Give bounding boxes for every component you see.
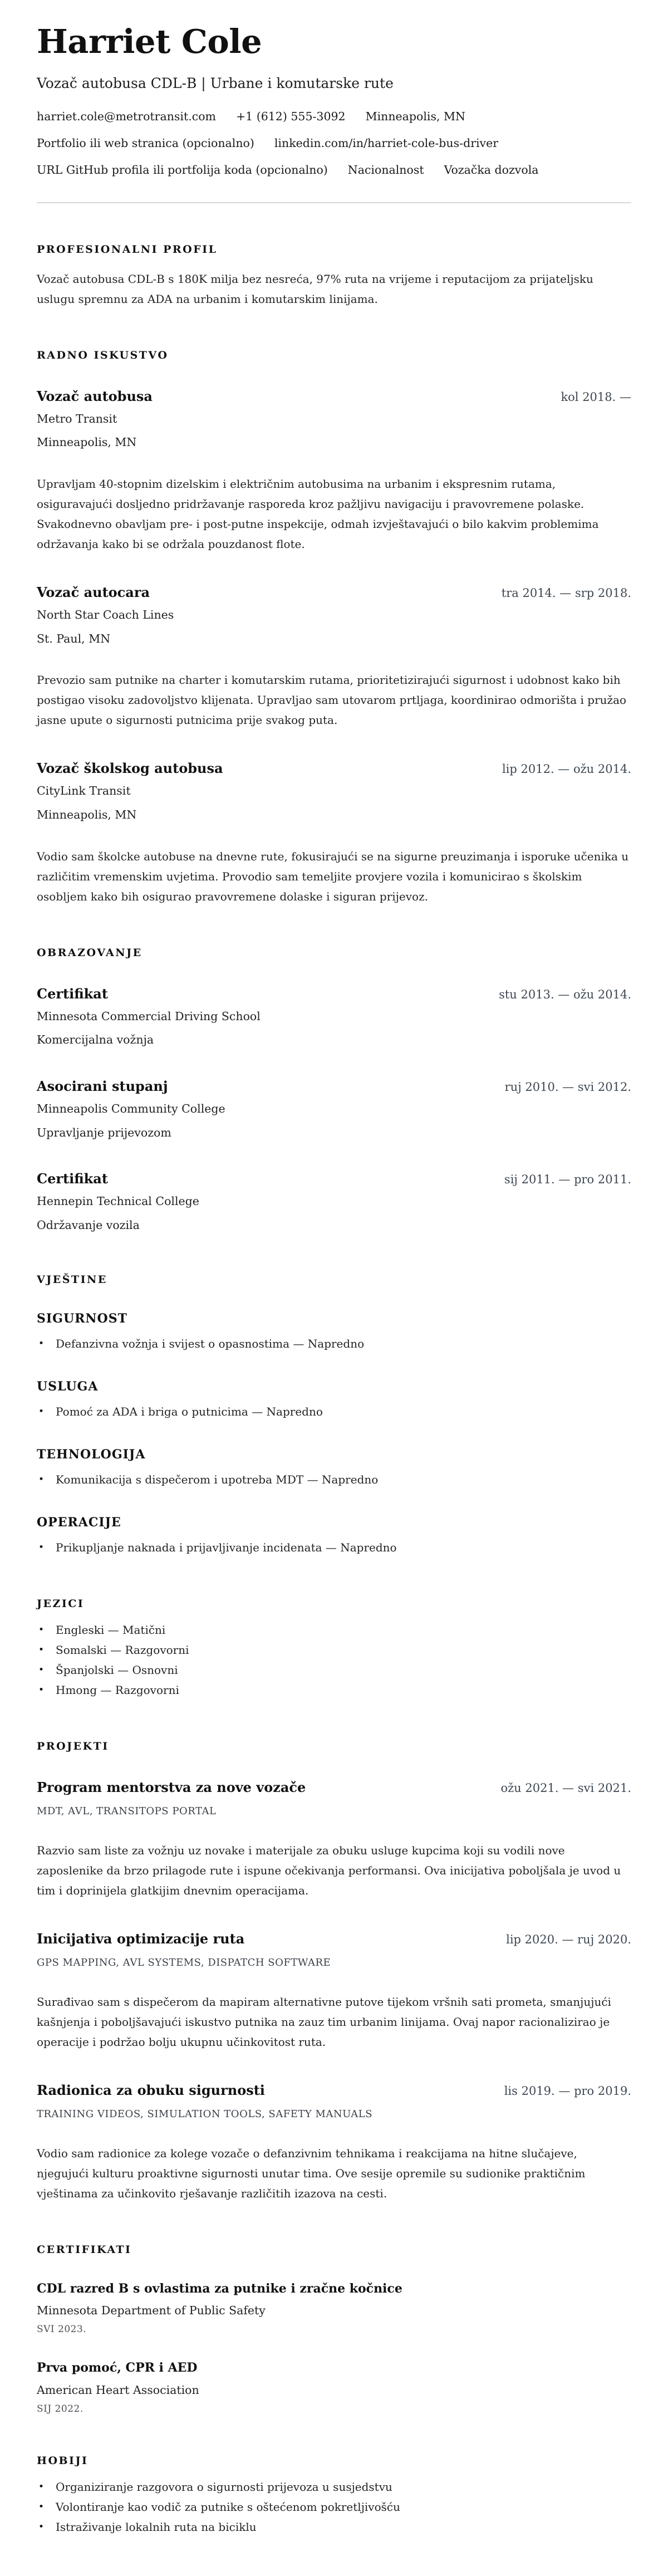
section-heading-skills: VJEŠTINE <box>37 1273 107 1286</box>
job-company: Metro Transit <box>37 412 117 425</box>
project-description: Razvio sam liste za vožnju uz novake i materijale za obuku usluge kupcima koji su vodili nove zaposlenike da brzo prilagode rute i ispune očekivanja performansi. Ova inicijativa poboljšala je uvod u tim i doprinijela glatkijim dnevnim operacijama. <box>37 1843 621 1897</box>
contact-portfolio-label: Portfolio ili web stranica (opcionalno) <box>37 136 254 150</box>
project-item <box>37 2082 631 2203</box>
section-hobbies <box>37 2455 631 2537</box>
entry-head <box>37 388 631 405</box>
job-dates: tra 2014. — srp 2018. <box>501 586 631 600</box>
project-dates: lip 2020. — ruj 2020. <box>506 1932 631 1946</box>
project-tools: MDT, AVL, TRANSITOPS PORTAL <box>37 1805 217 1817</box>
contact-nationality-label: Nacionalnost <box>347 163 424 177</box>
education-item <box>37 1078 631 1140</box>
section-certifications <box>37 2244 631 2415</box>
education-field: Upravljanje prijevozom <box>37 1125 171 1139</box>
education-dates: ruj 2010. — svi 2012. <box>504 1080 631 1094</box>
entry-head <box>37 1171 631 1187</box>
certification-title: CDL razred B s ovlastima za putnike i zračne kočnice <box>37 2281 402 2296</box>
job-dates: lip 2012. — ožu 2014. <box>502 762 631 776</box>
job-title: Vozač autocara <box>37 584 150 600</box>
hobby-item: • Istraživanje lokalnih ruta na biciklu <box>37 2517 631 2537</box>
project-item <box>37 1779 631 1901</box>
certification-title: Prva pomoć, CPR i AED <box>37 2360 198 2376</box>
skill-category: OPERACIJE <box>37 1515 121 1530</box>
section-education <box>37 947 631 1233</box>
section-skills <box>37 1274 631 1558</box>
section-profile <box>37 243 631 309</box>
job-description: Prevozio sam putnike na charter i komutarskim rutama, prioritetizirajući sigurnost i udobnost kako bih postigao visoku zadovoljstvo klijenata. Upravljao sam utovarom prtljaga, koordinirao odmorišta i pružao jasne upute o sigurnosti putnicima prije svakog puta. <box>37 673 627 727</box>
contact-phone: +1 (612) 555-3092 <box>235 109 346 123</box>
project-item <box>37 1931 631 2052</box>
contact-row <box>37 130 631 156</box>
certification-date: SVI 2023. <box>37 2324 87 2335</box>
section-languages <box>37 1598 631 1700</box>
job-description: Upravljam 40-stopnim dizelskim i električnim autobusima na urbanim i ekspresnim rutama, osiguravajući dosljedno pridržavanje rasporeda kroz pažljivu navigaciju i pravovremene polaske. Svakodnevno obavljam pre- i post-putne inspekcije, odmah izvještavajući o bilo kakvim problemima održavanja kako bi se održala pouzdanost flote. <box>37 477 599 551</box>
section-heading-hobbies: HOBIJI <box>37 2454 89 2467</box>
contact-row <box>37 103 631 130</box>
education-school: Hennepin Technical College <box>37 1194 199 1208</box>
entry-head <box>37 584 631 601</box>
language-item: • Hmong — Razgovorni <box>37 1680 631 1700</box>
job-location: Minneapolis, MN <box>37 435 137 449</box>
skill-item: • Pomoć za ADA i briga o putnicima — Napredno <box>37 1402 631 1422</box>
section-heading-education: OBRAZOVANJE <box>37 946 143 959</box>
education-title: Asocirani stupanj <box>37 1078 168 1094</box>
job-title: Vozač autobusa <box>37 388 153 404</box>
education-title: Certifikat <box>37 985 108 1002</box>
section-experience <box>37 349 631 907</box>
education-dates: stu 2013. — ožu 2014. <box>499 987 631 1001</box>
skill-list <box>37 1470 631 1490</box>
contact-license-label: Vozačka dozvola <box>444 163 539 177</box>
entry-head <box>37 1931 631 1947</box>
profile-text: Vozač autobusa CDL-B s 180K milja bez nesreća, 97% ruta na vrijeme i reputacijom za prijateljsku uslugu spremnu za ADA na urbanim i komutarskim linijama. <box>37 272 593 306</box>
skill-list <box>37 1402 631 1422</box>
language-item: • Somalski — Razgovorni <box>37 1640 631 1660</box>
contact-email: harriet.cole@metrotransit.com <box>37 109 216 123</box>
entry-head <box>37 1078 631 1095</box>
language-item: • Španjolski — Osnovni <box>37 1660 631 1680</box>
skill-item: • Komunikacija s dispečerom i upotreba MDT — Napredno <box>37 1470 631 1490</box>
education-title: Certifikat <box>37 1171 108 1187</box>
education-field: Održavanje vozila <box>37 1218 140 1232</box>
skill-item: • Defanzivna vožnja i svijest o opasnostima — Napredno <box>37 1334 631 1354</box>
education-school: Minneapolis Community College <box>37 1101 225 1115</box>
skill-list <box>37 1537 631 1558</box>
project-dates: lis 2019. — pro 2019. <box>504 2084 631 2098</box>
project-description: Surađivao sam s dispečerom da mapiram alternativne putove tijekom vršnih sati prometa, smanjujući kašnjenja i poboljšavajući iskustvo putnika na zauz tim urbanim linijama. Ovaj napor racionalizirao je operacije i podržao bolju ukupnu učinkovitost ruta. <box>37 1995 611 2049</box>
certification-item <box>37 2281 631 2335</box>
contact-linkedin: linkedin.com/in/harriet-cole-bus-driver <box>274 136 499 150</box>
section-heading-projects: PROJEKTI <box>37 1740 109 1752</box>
skill-category: TEHNOLOGIJA <box>37 1447 146 1462</box>
contact-row <box>37 156 631 183</box>
section-heading-languages: JEZICI <box>37 1597 85 1610</box>
contact-github-label: URL GitHub profila ili portfolija koda (opcionalno) <box>37 163 328 177</box>
project-description: Vodio sam radionice za kolege vozače o defanzivnim tehnikama i reakcijama na hitne slučajeve, njegujući kulturu proaktivne sigurnosti unutar tima. Ove sesije opremile su sudionike praktičnim vještinama za učinkovito rješavanje različitih izazova na cesti. <box>37 2146 586 2200</box>
job-title: Vozač školskog autobusa <box>37 760 223 777</box>
experience-item <box>37 760 631 906</box>
job-location: Minneapolis, MN <box>37 807 137 821</box>
resume-header <box>37 23 631 183</box>
entry-head <box>37 1779 631 1796</box>
skill-category: SIGURNOST <box>37 1311 127 1326</box>
job-location: St. Paul, MN <box>37 631 111 645</box>
job-description: Vodio sam školcke autobuse na dnevne rute, fokusirajući se na sigurne preuzimanja i isporuke učenika u različitim vremenskim uvjetima. Provodio sam temeljite provjere vozila i komunicirao s školskim osobljem kako bih osigurao pravovremene dolaske i siguran prijevoz. <box>37 849 629 903</box>
entry-head <box>37 2082 631 2099</box>
project-title: Radionica za obuku sigurnosti <box>37 2082 265 2098</box>
hobby-item: • Organiziranje razgovora o sigurnosti prijevoza u susjedstvu <box>37 2477 631 2497</box>
education-field: Komercijalna vožnja <box>37 1033 154 1047</box>
experience-item <box>37 388 631 554</box>
certification-issuer: Minnesota Department of Public Safety <box>37 2304 266 2318</box>
skill-item: • Prikupljanje naknada i prijavljivanje incidenata — Napredno <box>37 1537 631 1558</box>
project-title: Inicijativa optimizacije ruta <box>37 1930 245 1947</box>
language-list <box>37 1620 631 1700</box>
section-heading-certifications: CERTIFIKATI <box>37 2243 132 2256</box>
education-item <box>37 1171 631 1233</box>
job-dates: kol 2018. — <box>561 390 631 404</box>
certification-date: SIJ 2022. <box>37 2403 84 2415</box>
certification-item <box>37 2360 631 2415</box>
education-dates: sij 2011. — pro 2011. <box>504 1173 631 1187</box>
project-tools: TRAINING VIDEOS, SIMULATION TOOLS, SAFETY MANUALS <box>37 2108 373 2120</box>
project-title: Program mentorstva za nove vozače <box>37 1779 306 1795</box>
hobby-list <box>37 2477 631 2537</box>
skill-category: USLUGA <box>37 1379 99 1394</box>
hobby-item: • Volontiranje kao vodič za putnike s oštećenom pokretljivošću <box>37 2497 631 2517</box>
person-name: Harriet Cole <box>37 22 262 61</box>
entry-head <box>37 760 631 777</box>
skill-list <box>37 1334 631 1354</box>
project-tools: GPS MAPPING, AVL SYSTEMS, DISPATCH SOFTWARE <box>37 1956 331 1968</box>
experience-item <box>37 584 631 730</box>
language-item: • Engleski — Matični <box>37 1620 631 1640</box>
education-item <box>37 986 631 1048</box>
certification-issuer: American Heart Association <box>37 2383 199 2397</box>
project-dates: ožu 2021. — svi 2021. <box>500 1781 631 1795</box>
person-title: Vozač autobusa CDL-B | Urbane i komutarske rute <box>37 75 394 92</box>
job-company: CityLink Transit <box>37 784 131 798</box>
entry-head <box>37 986 631 1002</box>
job-company: North Star Coach Lines <box>37 608 174 621</box>
contact-location: Minneapolis, MN <box>365 109 465 123</box>
education-school: Minnesota Commercial Driving School <box>37 1009 261 1023</box>
section-heading-experience: RADNO ISKUSTVO <box>37 349 169 361</box>
section-projects <box>37 1740 631 2203</box>
section-heading-profile: PROFESIONALNI PROFIL <box>37 243 218 256</box>
header-divider <box>37 202 631 203</box>
contact-block <box>37 103 631 183</box>
